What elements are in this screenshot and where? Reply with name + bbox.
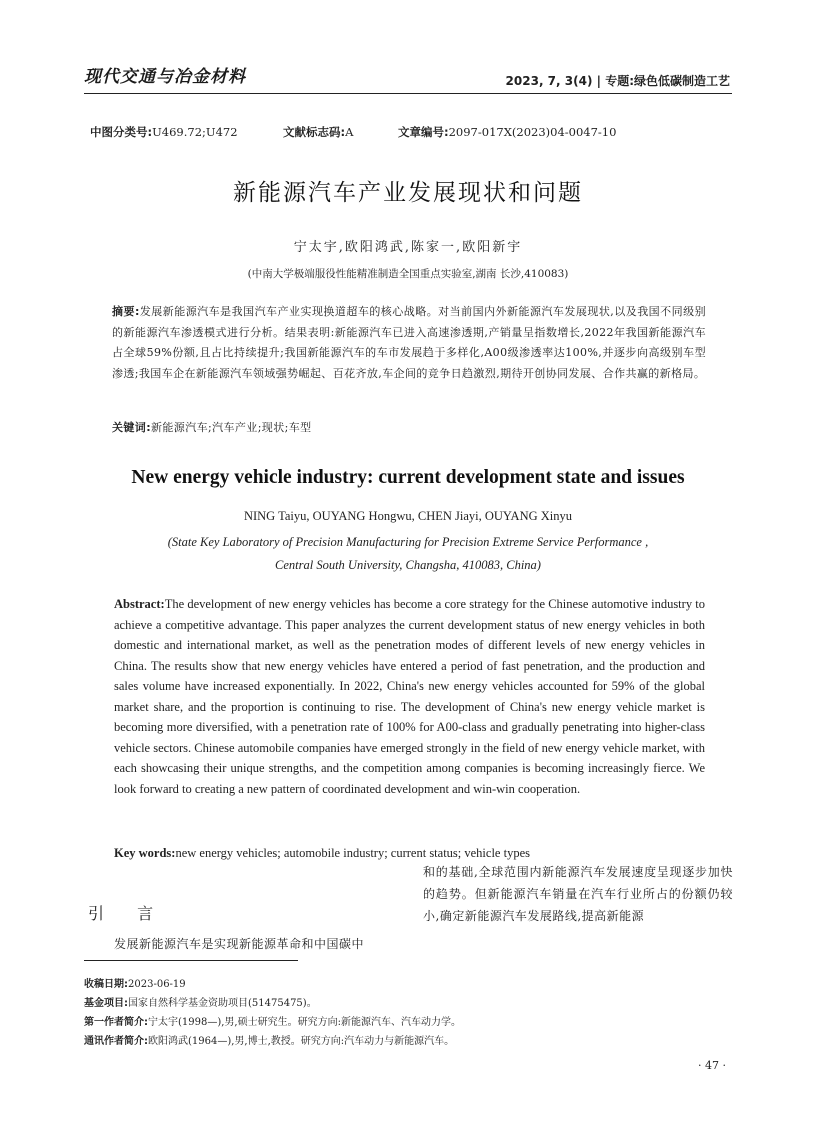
first-author-value: 宁太宇(1998—),男,硕士研究生。研究方向:新能源汽车、汽车动力学。 (148, 1017, 461, 1028)
doc-code-label: 文献标志码: (283, 125, 346, 139)
abstract-cn-text: 发展新能源汽车是我国汽车产业实现换道超车的核心战略。对当前国内外新能源汽车发展现状,以及我国不同级别的新能源汽车渗透模式进行分析。结果表明:新能源汽车已进入高速渗透期,产销量呈指数增长,2022年我国新能源汽车占全球59%份额,且占比持续提升;我国新能源汽车的车市发展趋于多样化,A00级渗透率达100%,并逐步向高级别车型渗透;我国车企在新能源汽车领域强势崛起、百花齐放,车企间的竞争日趋激烈,期待开创协同发展、合作共赢的新格局。 (112, 305, 706, 380)
footnote-received (84, 975, 186, 990)
affiliation-en-line1: (State Key Laboratory of Precision Manufacturing for Precision Extreme Service Performance , (167, 535, 649, 549)
footnote-fund (84, 994, 317, 1009)
affiliation-en-line2: Central South University, Changsha, 410083, China) (275, 558, 541, 572)
keywords-cn (112, 418, 706, 439)
footnote-first-author (84, 1013, 461, 1028)
authors-en: NING Taiyu, OUYANG Hongwu, CHEN Jiayi, OUYANG Xinyu (243, 509, 573, 523)
footnote-corresponding-author (84, 1032, 454, 1047)
intro-left-column: 发展新能源汽车是实现新能源革命和中国碳中 (114, 937, 365, 951)
doc-code-value: A (345, 125, 354, 139)
document-code (283, 124, 353, 140)
affiliation-cn: (中南大学极端服役性能精准制造全国重点实验室,湖南 长沙,410083) (247, 268, 569, 280)
abstract-en-text: The development of new energy vehicles has become a core strategy for the Chinese automotive industry to achieve a competitive advantage. This paper analyzes the current development status of new energy vehicles in both domestic and international market, as well as the penetration modes of different levels of new energy vehicles in China. The results show that new energy vehicles have entered a period of fast penetration, and the production and sales volume have increased exponentially. In 2022, China's new energy vehicles accounted for 59% of the global market share, and the proportion is continuing to rise. The development of China's new energy vehicle market is becoming more diversified, with a penetration rate of 100% for A00-class and gradually penetrating into higher-class vehicle sectors. Chinese automobile companies have emerged strongly in the field of new energy vehicle market, with each showcasing their unique strengths, and the competition among companies is becoming increasingly fierce. We look forward to creating a new pattern of coordinated development and win-win cooperation. (114, 597, 705, 796)
corresponding-label: 通讯作者简介: (84, 1036, 148, 1047)
keywords-en-text: new energy vehicles; automobile industry; current status; vehicle types (175, 846, 530, 860)
fund-value: 国家自然科学基金资助项目(51475475)。 (128, 998, 317, 1009)
abstract-cn (112, 302, 706, 384)
abstract-en (114, 594, 705, 799)
clc-number (90, 124, 238, 140)
footnote-rule (84, 960, 298, 961)
corresponding-value: 欧阳鸿武(1964—),男,博士,教授。研究方向:汽车动力与新能源汽车。 (148, 1036, 455, 1047)
header-rule (84, 93, 732, 94)
clc-value: U469.72;U472 (152, 125, 238, 139)
first-author-label: 第一作者简介: (84, 1017, 148, 1028)
page-number: · 47 · (698, 1059, 726, 1072)
abstract-cn-label: 摘要: (112, 305, 140, 318)
keywords-cn-text: 新能源汽车;汽车产业;现状;车型 (151, 421, 312, 434)
article-number (398, 124, 616, 140)
fund-label: 基金项目: (84, 998, 128, 1009)
keywords-cn-label: 关键词: (112, 421, 151, 434)
running-header (506, 72, 730, 89)
article-no-label: 文章编号: (398, 125, 449, 139)
keywords-en-label: Key words: (114, 846, 176, 860)
title-en: New energy vehicle industry: current development state and issues (131, 467, 685, 488)
authors-cn: 宁太宇,欧阳鸿武,陈家一,欧阳新宇 (293, 240, 523, 255)
affiliation-en (0, 531, 816, 577)
column-name: 专题:绿色低碳制造工艺 (605, 74, 730, 88)
received-label: 收稿日期: (84, 979, 128, 990)
title-cn: 新能源汽车产业发展现状和问题 (233, 180, 583, 206)
header-separator: | (596, 74, 606, 88)
journal-logo: 现代交通与冶金材料 (84, 67, 246, 87)
issue-info: 2023, 7, 3(4) (505, 74, 593, 88)
intro-heading: 引 言 (88, 904, 168, 923)
keywords-en (114, 846, 705, 861)
clc-label: 中图分类号: (90, 125, 153, 139)
abstract-en-label: Abstract: (114, 597, 165, 611)
article-no-value: 2097-017X(2023)04-0047-10 (448, 125, 617, 139)
intro-right-column: 和的基础,全球范围内新能源汽车发展速度呈现逐步加快的趋势。但新能源汽车销量在汽车行业所占的份额仍较小,确定新能源汽车发展路线,提高新能源 (423, 865, 733, 923)
received-value: 2023-06-19 (128, 979, 186, 990)
